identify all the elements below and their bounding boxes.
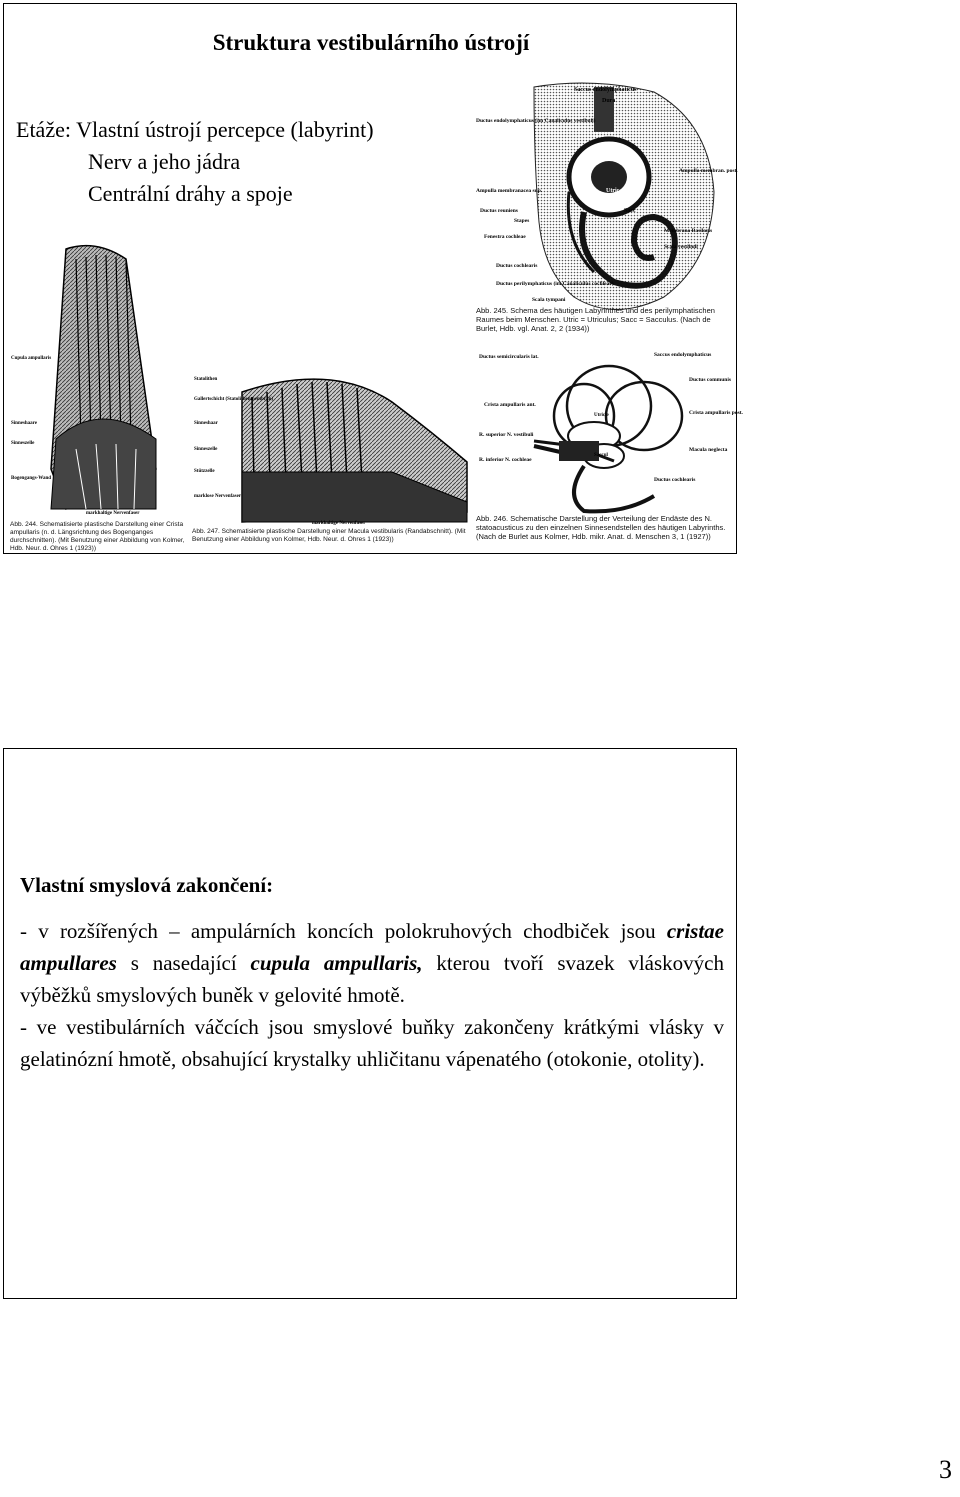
slide2-content [20, 869, 724, 1075]
caption-fig247-line1: Abb. 247. Schematisierte plastische Darstellung einer Macula vestibularis (Randabschnitt). [192, 528, 453, 535]
label-utricle: Utricle [594, 413, 609, 418]
para1-text1: - v rozšířených – ampulárních koncích polokruhových chodbiček jsou [20, 919, 667, 943]
label-ductus-communis: Ductus communis [689, 377, 732, 383]
label-fenestra: Fenestra cochleae [484, 234, 526, 240]
label-statolithen: Statolithen [194, 377, 218, 382]
levels-prefix: Etáže: [16, 117, 77, 142]
label-sinneszelle-247: Sinneszelle [194, 447, 218, 452]
level-item: Nerv a jeho jádra [88, 149, 241, 174]
label-ductus-cochlearis2: Ductus cochlearis [654, 477, 696, 483]
label-crista-ant: Crista ampullaris ant. [484, 402, 536, 408]
caption-fig244 [10, 521, 186, 553]
para1-text3: kterou tvoří svazek vláskových výběžků smyslových buněk v gelovité hmotě. [20, 951, 724, 1007]
paragraph-maculae: - ve vestibulárních váčcích jsou smyslové buňky zakončeny krátkými vlásky v gelatinózní hmotě, obsahující krystalky uhličitanu vápenatého (otokonie, otolity). [20, 1015, 724, 1071]
label-bogengang: Bogengangs-Wand [11, 476, 52, 481]
label-ampulla-post: Ampulla membran. post. [679, 168, 738, 174]
label-scala-tympani: Scala tympani [532, 297, 566, 303]
figure-labyrinth-schema [474, 82, 738, 344]
levels-list [16, 114, 374, 210]
label-ductus-perilymph: Ductus perilymphaticus (im Canaliculus cochleae) [496, 281, 614, 287]
caption-fig247-line2: (Mit Benutzung einer Abbildung von Kolmer, Hdb. Neur. d. Ohres 1 (1923)) [192, 528, 466, 543]
label-crista-post: Crista ampullaris post. [689, 410, 743, 416]
term-cristae-ampullares: cristae ampullares [20, 919, 724, 975]
caption-fig245: Abb. 245. Schema des häutigen Labyrinthes und des perilymphatischen Raumes beim Menschen. Utric = Utriculus; Sacc = Sacculus. (Nach de Burlet, Hdb. vgl. Anat. 2, 2 (1934)) [476, 306, 715, 333]
level-item: Centrální dráhy a spoje [88, 181, 293, 206]
term-cupula-ampullaris: cupula ampullaris, [250, 951, 423, 975]
label-ampulla-sup: Ampulla membranacea sup. [476, 188, 543, 194]
label-nervenfaser-244: markhaltige Nervenfaser [86, 511, 140, 516]
label-cupula: Cupula ampullaris [11, 356, 52, 361]
label-sinneszelle: Sinneszelle [11, 441, 35, 446]
label-marklose: marklose Nervenfaser [194, 494, 242, 499]
slide-title: Struktura vestibulárního ústrojí [212, 30, 530, 55]
label-sinneshaare: Sinneshaare [11, 421, 38, 426]
slide-sensory-endings [3, 748, 737, 1299]
label-saccus-endolymph: Saccus endolymphaticus [654, 352, 712, 358]
level-item: Vlastní ústrojí percepce (labyrint) [76, 117, 374, 142]
para1-text2: s nasedající [116, 951, 251, 975]
label-sacc: Sacc [624, 208, 636, 214]
macula-vestibularis-drawing [192, 362, 470, 524]
crista-ampullaris-drawing [6, 239, 188, 517]
label-stuetzzelle: Stützzelle [194, 469, 215, 474]
label-scala-vestibuli: Scala vestibuli [664, 244, 698, 250]
label-saccus: Saccus endolymphaticus [574, 87, 637, 93]
label-macula-neglecta: Macula neglecta [689, 447, 728, 453]
label-ductus-cochlearis: Ductus cochlearis [496, 263, 538, 269]
label-stapes: Stapes [514, 218, 530, 224]
figure-crista-ampullaris [6, 239, 188, 552]
caption-fig244-line1: Abb. 244. Schematisierte plastische Darstellung einer Crista ampullaris (n. d. Längsrichtung des Bogenganges durchschnitten). [10, 521, 184, 544]
page-number: 3 [939, 1455, 952, 1484]
label-membrana: Membrana Basilaris [664, 228, 713, 234]
caption-fig246: Abb. 246. Schematische Darstellung der Verteilung der Endäste des N. statoacusticus zu den einzelnen Sinnesendstellen des häutigen Labyrinths. (Nach de Burlet aus Kolmer, Hdb. mikr. Anat. d. Menschen 3, 1 (1927)) [476, 514, 726, 541]
label-r-inferior: R. inferior N. cochleae [479, 457, 532, 463]
slide-vestibular-structure [3, 3, 743, 554]
label-dura: Dura [602, 98, 616, 104]
figure-nerve-distribution [474, 346, 743, 548]
caption-fig244-line2: (Mit Benutzung einer Abbildung von Kolmer, Hdb. Neur. d. Ohres 1 (1923)) [10, 537, 185, 552]
section-heading: Vlastní smyslová zakončení: [20, 873, 274, 897]
label-ductus-reuniens: Ductus reuniens [480, 208, 518, 214]
nerve-distribution-drawing [474, 346, 743, 514]
figure-macula-vestibularis [192, 362, 470, 552]
labyrinth-schema-drawing [474, 82, 738, 344]
label-gallertschicht: Gallertschicht (Statolithenmembran) [194, 397, 274, 402]
label-ductus-semicircularis: Ductus semicircularis lat. [479, 354, 539, 360]
label-utric: Utric [606, 188, 620, 194]
paragraph-cristae [20, 915, 724, 1011]
label-r-superior: R. superior N. vestibuli [479, 432, 534, 438]
label-saccul: Saccul [594, 453, 608, 458]
label-nervenfaser-247: markhaltige Nervenfaser [312, 521, 366, 526]
caption-fig247 [192, 528, 470, 544]
label-ductus-endolymph: Ductus endolymphaticus (im Canaliculus vestibuli) [476, 118, 596, 124]
label-sinneshaar: Sinneshaar [194, 421, 218, 426]
